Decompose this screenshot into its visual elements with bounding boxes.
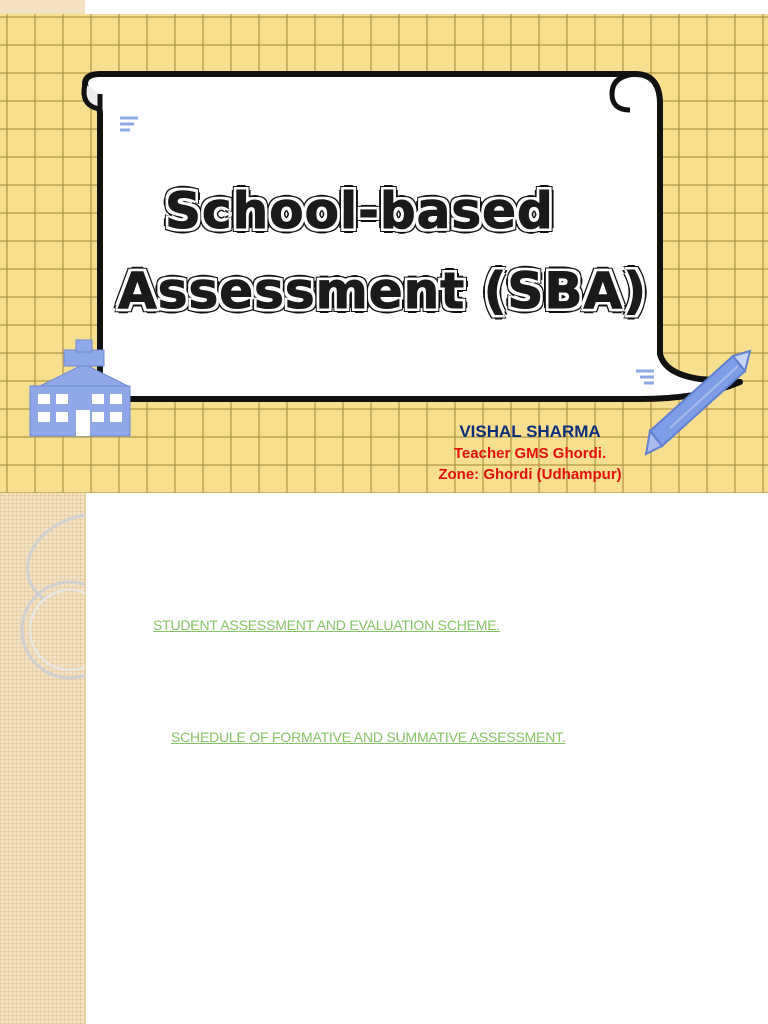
scroll-graphic	[0, 14, 768, 493]
author-role: Teacher GMS Ghordi.	[453, 445, 607, 462]
strip-cap	[0, 0, 85, 14]
slide-title-line-2: Assessment (SBA)	[118, 262, 648, 320]
author-zone: Zone: Ghordi (Udhampur)	[438, 466, 622, 483]
link-student-assessment-scheme[interactable]: STUDENT ASSESSMENT AND EVALUATION SCHEME.	[153, 617, 501, 633]
link-assessment-schedule[interactable]: SCHEDULE OF FORMATIVE AND SUMMATIVE ASSESSMENT.	[171, 729, 566, 745]
title-banner	[0, 14, 768, 493]
slide-title-line-1: School-based	[165, 182, 554, 240]
author-name: VISHAL SHARMA	[459, 422, 601, 441]
top-margin	[0, 0, 768, 14]
